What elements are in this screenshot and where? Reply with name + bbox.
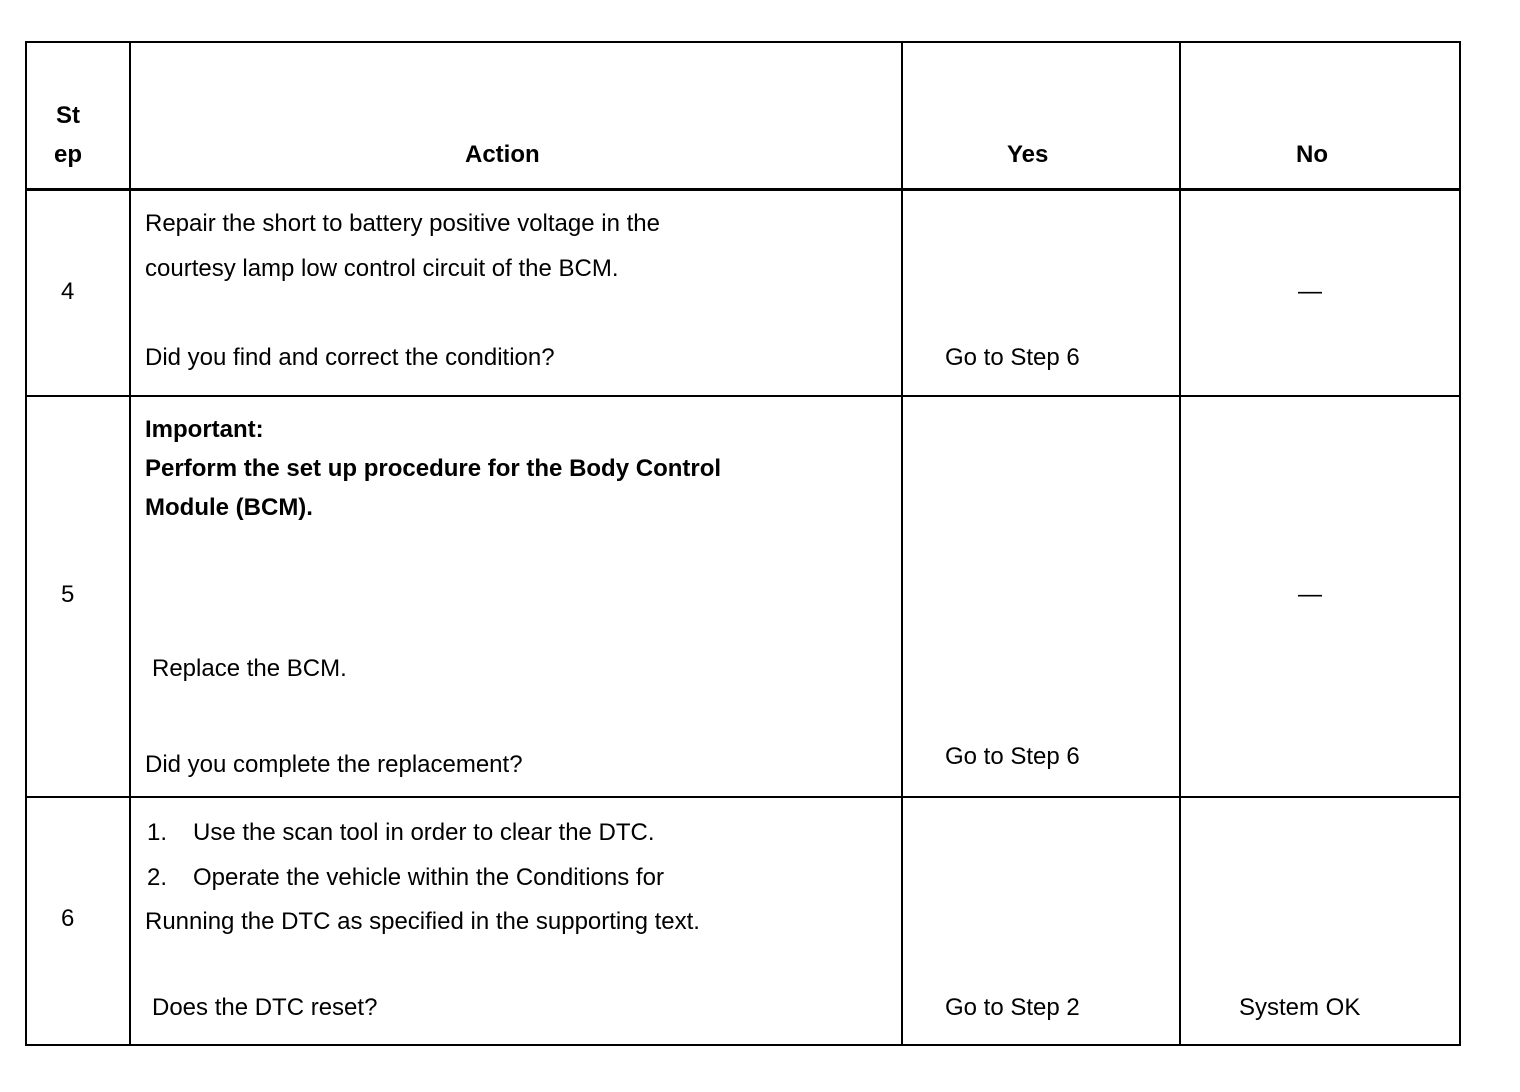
header-no: No [1296,141,1328,168]
step-6-item1-text: Use the scan tool in order to clear the DTC. [193,819,655,846]
step-number-6: 6 [61,905,75,932]
row-divider-4 [27,395,1459,397]
step-4-action-line1: Repair the short to battery positive voltage in the [145,210,660,237]
step-5-important-line1: Perform the set up procedure for the Body Control [145,455,722,482]
step-5-important-line2: Module (BCM). [145,494,313,521]
col-divider-yes [1179,43,1181,1044]
step-6-no: System OK [1239,994,1361,1021]
step-6-yes: Go to Step 2 [945,994,1080,1021]
step-4-yes: Go to Step 6 [945,344,1080,371]
step-6-item2-text: Operate the vehicle within the Conditions for [193,864,664,891]
step-6-question: Does the DTC reset? [152,994,378,1021]
step-number-5: 5 [61,581,75,608]
step-6-item2-number: 2. [147,864,168,891]
step-5-no: — [1298,581,1322,608]
step-5-question: Did you complete the replacement? [145,751,523,778]
step-4-action-line2: courtesy lamp low control circuit of the BCM. [145,255,619,282]
col-divider-step [129,43,131,1044]
header-step-line1: St [56,102,80,129]
col-divider-action [901,43,903,1044]
step-5-yes: Go to Step 6 [945,743,1080,770]
step-5-important-label: Important: [145,416,264,443]
step-number-4: 4 [61,278,75,305]
header-step-line2: ep [54,141,83,168]
header-action: Action [465,141,540,168]
step-5-action: Replace the BCM. [152,655,347,682]
step-4-no: — [1298,278,1322,305]
step-6-item2-continuation: Running the DTC as specified in the supporting text. [145,908,700,935]
diagnostic-table [25,41,1461,1046]
row-divider-5 [27,796,1459,798]
step-4-question: Did you find and correct the condition? [145,344,555,371]
header-divider [27,188,1459,191]
step-6-item1-number: 1. [147,819,168,846]
header-yes: Yes [1007,141,1049,168]
